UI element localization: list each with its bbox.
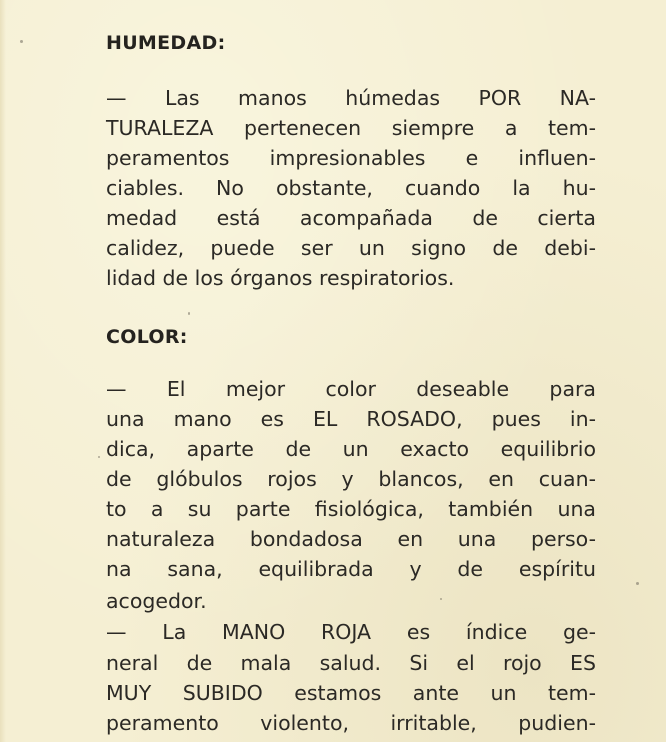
paragraph-line: to a su parte fisiológica, también una	[106, 497, 596, 521]
paragraph-line: — El mejor color deseable para	[106, 377, 596, 401]
paragraph-line: na sana, equilibrada y de espíritu	[106, 557, 596, 581]
paragraph-line: peramento violento, irritable, pudien-	[106, 711, 596, 735]
paper-speck	[188, 312, 190, 315]
paper-speck	[20, 40, 23, 43]
paragraph-line: una mano es EL ROSADO, pues in-	[106, 407, 596, 431]
page-edge-shadow	[0, 0, 6, 742]
paragraph-line: peramentos impresionables e influen-	[106, 146, 596, 170]
paragraph-line: — Las manos húmedas POR NA-	[106, 86, 596, 110]
paragraph-line: dica, aparte de un exacto equilibrio	[106, 437, 596, 461]
paragraph-line: calidez, puede ser un signo de debi-	[106, 236, 596, 260]
paragraph-line: de glóbulos rojos y blancos, en cuan-	[106, 467, 596, 491]
paper-speck	[440, 598, 442, 600]
paragraph-line: ciables. No obstante, cuando la hu-	[106, 176, 596, 200]
paragraph-line: naturaleza bondadosa en una perso-	[106, 527, 596, 551]
paragraph-line: TURALEZA pertenecen siempre a tem-	[106, 116, 596, 140]
section-heading-color: COLOR:	[106, 326, 188, 348]
paragraph-line: MUY SUBIDO estamos ante un tem-	[106, 681, 596, 705]
paper-speck	[98, 456, 100, 458]
paragraph-line: medad está acompañada de cierta	[106, 206, 596, 230]
paper-speck	[636, 582, 639, 585]
section-heading-humedad: HUMEDAD:	[106, 32, 226, 54]
paragraph-line: acogedor.	[106, 589, 207, 613]
paragraph-line: neral de mala salud. Si el rojo ES	[106, 651, 596, 675]
paragraph-line: lidad de los órganos respiratorios.	[106, 266, 455, 290]
paragraph-line: — La MANO ROJA es índice ge-	[106, 620, 596, 644]
